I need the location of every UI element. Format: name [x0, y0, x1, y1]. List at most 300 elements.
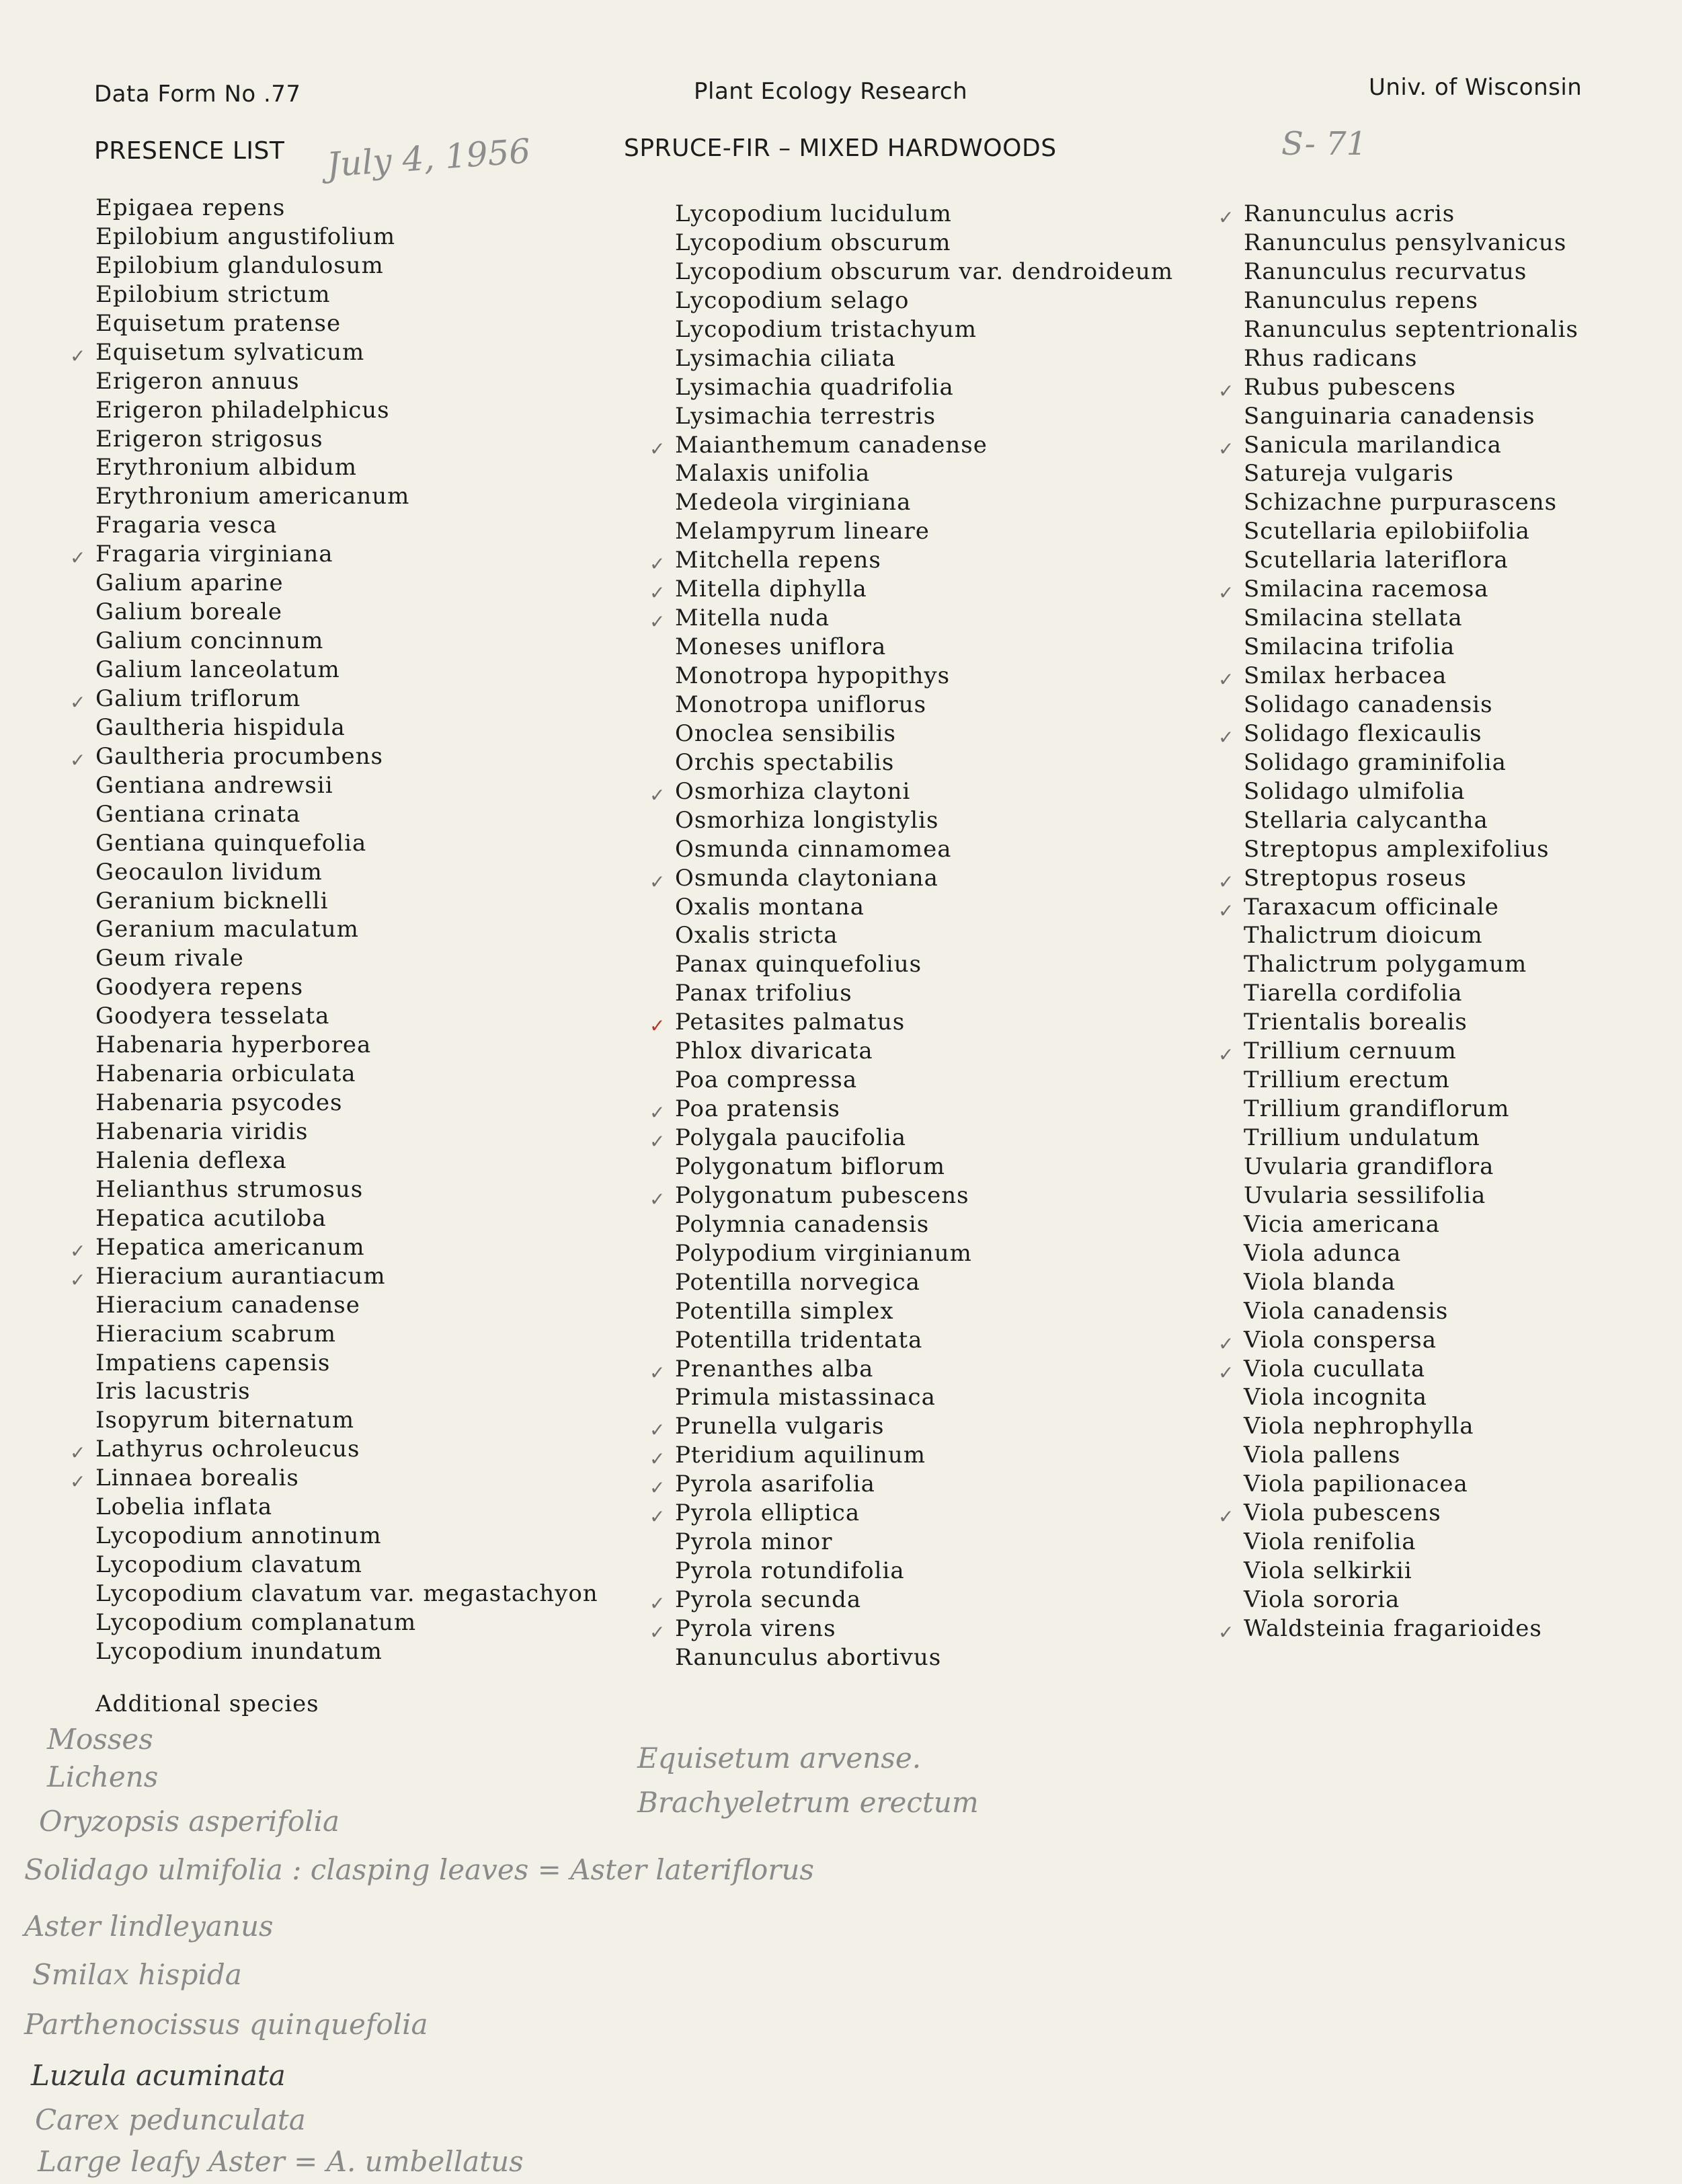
species-name: Erythronium albidum [95, 454, 357, 481]
species-name: Gentiana crinata [95, 800, 301, 828]
check-mark-icon: ✓ [1218, 379, 1235, 402]
species-item [95, 1118, 598, 1146]
species-item [1244, 633, 1578, 662]
species-name: Lycopodium selago [675, 286, 910, 314]
check-mark-icon: ✓ [1218, 437, 1235, 460]
species-name: Equisetum pratense [95, 309, 342, 337]
species-item [1218, 662, 1578, 691]
species-name: Lycopodium obscurum [675, 229, 951, 256]
species-name: Lathyrus ochroleucus [95, 1436, 360, 1463]
species-item [1244, 517, 1578, 546]
species-item [95, 858, 598, 887]
species-item [95, 1406, 598, 1435]
species-name: Onoclea sensibilis [675, 719, 896, 747]
species-name: Goodyera tesselata [95, 1003, 330, 1030]
species-item [1218, 1326, 1578, 1355]
species-item [70, 1464, 598, 1493]
check-mark-icon: ✓ [649, 1621, 666, 1643]
species-item [675, 344, 1173, 373]
species-item [1218, 719, 1578, 748]
species-item [1244, 1557, 1578, 1586]
university-name: Univ. of Wisconsin [1369, 74, 1583, 101]
species-item [675, 402, 1173, 431]
species-item [675, 1643, 1173, 1672]
presence-list-title: PRESENCE LIST [94, 137, 285, 165]
species-name: Hieracium scabrum [95, 1320, 336, 1348]
species-name: Impatiens capensis [95, 1349, 331, 1376]
species-item [1244, 748, 1578, 777]
species-name: Stellaria calycantha [1244, 806, 1488, 834]
species-name: Ranunculus pensylvanicus [1244, 229, 1567, 256]
species-name: Erythronium americanum [95, 483, 410, 510]
species-item [1244, 459, 1578, 488]
species-name: Vicia americana [1244, 1210, 1441, 1238]
species-name: Pyrola minor [675, 1528, 833, 1556]
check-mark-icon: ✓ [1218, 726, 1235, 748]
species-item [1244, 1124, 1578, 1153]
species-name: Prunella vulgaris [675, 1413, 885, 1440]
species-name: Solidago flexicaulis [1244, 719, 1482, 747]
species-item [1244, 1268, 1578, 1297]
species-name: Lysimachia ciliata [675, 344, 896, 372]
species-item [649, 1614, 1173, 1643]
species-name: Panax trifolius [675, 980, 852, 1007]
check-mark-icon: ✓ [649, 870, 666, 893]
species-name: Lycopodium clavatum var. megastachyon [95, 1580, 598, 1607]
check-mark-icon: ✓ [1218, 1621, 1235, 1643]
species-item [1244, 1008, 1578, 1037]
species-item [95, 367, 598, 396]
species-item [95, 453, 598, 482]
species-item [1218, 1355, 1578, 1384]
species-name: Pteridium aquilinum [675, 1442, 926, 1469]
check-mark-icon: ✓ [649, 1477, 666, 1499]
species-item [649, 1499, 1173, 1528]
species-name: Pyrola rotundifolia [675, 1557, 905, 1585]
check-mark-icon: ✓ [70, 1268, 87, 1291]
species-item [675, 662, 1173, 691]
check-mark-icon: ✓ [70, 344, 87, 367]
species-item [70, 685, 598, 713]
species-name: Trillium grandiflorum [1244, 1095, 1510, 1123]
handwritten-note: Brachyeletrum erectum [637, 1786, 979, 1819]
species-item [675, 1297, 1173, 1326]
species-name: Viola adunca [1244, 1239, 1402, 1267]
species-name: Waldsteinia fragarioides [1244, 1614, 1542, 1642]
species-name: Geranium maculatum [95, 916, 359, 943]
species-name: Lycopodium obscurum var. dendroideum [675, 258, 1174, 285]
handwritten-date: July 4, 1956 [325, 131, 532, 185]
handwritten-note: Carex pedunculata [35, 2103, 306, 2136]
species-item [1244, 777, 1578, 806]
species-item [1244, 1210, 1578, 1239]
species-item [649, 1355, 1173, 1384]
check-mark-icon: ✓ [1218, 1506, 1235, 1528]
species-name: Galium triflorum [95, 685, 301, 712]
species-item [649, 546, 1173, 576]
check-mark-icon: ✓ [649, 553, 666, 576]
species-item [675, 1153, 1173, 1181]
handwritten-note: Smilax hispida [32, 1958, 242, 1991]
species-name: Prenanthes alba [675, 1355, 874, 1382]
species-item [95, 280, 598, 309]
check-mark-icon: ✓ [70, 547, 87, 570]
species-name: Scutellaria epilobiifolia [1244, 518, 1530, 545]
species-item [95, 1002, 598, 1031]
species-name: Panax quinquefolius [675, 951, 922, 978]
species-name: Erigeron strigosus [95, 425, 323, 453]
check-mark-icon: ✓ [1218, 870, 1235, 893]
species-item [1244, 1181, 1578, 1210]
species-item [649, 1470, 1173, 1499]
species-item [95, 251, 598, 280]
check-mark-icon: ✓ [1218, 668, 1235, 691]
species-name: Uvularia grandiflora [1244, 1153, 1494, 1180]
species-item [1244, 546, 1578, 575]
species-item [675, 633, 1173, 662]
species-name: Potentilla norvegica [675, 1268, 920, 1296]
species-item [1244, 1528, 1578, 1557]
species-name: Monotropa hypopithys [675, 662, 951, 689]
species-item [675, 286, 1173, 315]
species-item [1218, 893, 1578, 922]
species-item [649, 777, 1173, 806]
species-item [675, 719, 1173, 748]
species-name: Lycopodium complanatum [95, 1608, 417, 1636]
species-item [649, 1412, 1173, 1442]
handwritten-note: Solidago ulmifolia : clasping leaves = Aster lateriflorus [24, 1853, 814, 1886]
species-item [1244, 258, 1578, 286]
species-name: Smilacina racemosa [1244, 576, 1489, 603]
species-name: Geocaulon lividum [95, 858, 323, 886]
species-item [95, 627, 598, 656]
check-mark-icon: ✓ [1218, 1332, 1235, 1355]
species-item [95, 1349, 598, 1378]
species-item [70, 1262, 598, 1291]
handwritten-note: Aster lindleyanus [24, 1910, 274, 1943]
species-name: Helianthus strumosus [95, 1175, 364, 1203]
check-mark-icon: ✓ [649, 1015, 666, 1038]
species-item [95, 1320, 598, 1349]
species-name: Ranunculus septentrionalis [1244, 315, 1578, 343]
check-mark-icon: ✓ [649, 582, 666, 604]
species-name: Trillium undulatum [1244, 1124, 1480, 1151]
check-mark-icon: ✓ [649, 611, 666, 633]
species-item [1244, 1470, 1578, 1499]
species-name: Fragaria virginiana [95, 541, 333, 568]
species-name: Phlox divaricata [675, 1038, 873, 1065]
species-name: Satureja vulgaris [1244, 460, 1454, 488]
species-name: Mitchella repens [675, 547, 881, 574]
species-name: Lycopodium inundatum [95, 1637, 383, 1665]
species-name: Erigeron annuus [95, 367, 300, 395]
species-name: Thalictrum dioicum [1244, 922, 1483, 949]
species-name: Trillium cernuum [1244, 1038, 1457, 1065]
species-name: Solidago graminifolia [1244, 748, 1507, 776]
species-name: Lysimachia terrestris [675, 402, 936, 430]
species-column-3 [1218, 200, 1578, 1643]
species-item [1218, 1499, 1578, 1528]
species-item [95, 1146, 598, 1175]
species-name: Sanicula marilandica [1244, 431, 1502, 459]
species-name: Rubus pubescens [1244, 373, 1456, 401]
species-name: Viola cucullata [1244, 1355, 1426, 1382]
check-mark-icon: ✓ [649, 1101, 666, 1124]
species-item [675, 806, 1173, 835]
species-item [95, 396, 598, 425]
species-name: Habenaria hyperborea [95, 1031, 372, 1059]
species-item [95, 1204, 598, 1233]
species-item [95, 569, 598, 598]
species-item [1244, 344, 1578, 373]
species-name: Hepatica acutiloba [95, 1204, 327, 1232]
check-mark-icon: ✓ [70, 691, 87, 713]
species-name: Scutellaria lateriflora [1244, 547, 1509, 574]
species-name: Viola pallens [1244, 1442, 1401, 1469]
species-item [1244, 1586, 1578, 1614]
species-item [95, 656, 598, 685]
species-item [1244, 1066, 1578, 1095]
species-item [675, 691, 1173, 719]
species-item [649, 1441, 1173, 1471]
species-item [95, 1551, 598, 1580]
species-item [649, 864, 1173, 893]
handwritten-note: Equisetum arvense. [637, 1742, 922, 1774]
species-item [1218, 431, 1578, 460]
species-item [95, 915, 598, 944]
species-item [95, 425, 598, 454]
handwritten-note: Luzula acuminata [31, 2059, 286, 2092]
species-name: Hieracium aurantiacum [95, 1262, 386, 1290]
species-item [95, 1291, 598, 1320]
species-name: Equisetum sylvaticum [95, 338, 365, 366]
species-item [1244, 1412, 1578, 1441]
species-name: Streptopus amplexifolius [1244, 835, 1550, 863]
species-name: Polygonatum pubescens [675, 1181, 969, 1209]
species-item [95, 1089, 598, 1118]
species-item [70, 1233, 598, 1262]
species-item [95, 771, 598, 800]
species-name: Viola papilionacea [1244, 1471, 1468, 1498]
species-name: Osmorhiza claytoni [675, 777, 911, 805]
species-name: Monotropa uniflorus [675, 691, 927, 718]
species-name: Galium lanceolatum [95, 656, 340, 683]
species-item [95, 1031, 598, 1060]
species-name: Melampyrum lineare [675, 518, 930, 545]
species-item [649, 1008, 1173, 1038]
species-item [1218, 200, 1578, 229]
species-item [95, 829, 598, 858]
species-name: Pyrola asarifolia [675, 1471, 875, 1498]
species-item [70, 1435, 598, 1465]
species-name: Solidago canadensis [1244, 691, 1493, 718]
species-item [675, 258, 1173, 286]
species-item [95, 1580, 598, 1608]
species-item [95, 1608, 598, 1637]
species-name: Primula mistassinaca [675, 1384, 936, 1411]
species-name: Iris lacustris [95, 1378, 251, 1405]
species-name: Osmorhiza longistylis [675, 806, 939, 834]
species-item [1244, 1383, 1578, 1412]
check-mark-icon: ✓ [70, 1442, 87, 1465]
species-column-1 [70, 194, 598, 1666]
species-name: Potentilla simplex [675, 1297, 894, 1325]
species-name: Osmunda cinnamomea [675, 835, 952, 863]
species-item [95, 1637, 598, 1666]
species-item [70, 338, 598, 367]
species-name: Tiarella cordifolia [1244, 980, 1463, 1007]
species-name: Pyrola secunda [675, 1586, 862, 1613]
species-item [1244, 921, 1578, 950]
species-item [675, 373, 1173, 402]
species-name: Osmunda claytoniana [675, 864, 938, 892]
species-name: Ranunculus recurvatus [1244, 258, 1527, 285]
species-name: Lycopodium lucidulum [675, 200, 952, 227]
species-item [95, 511, 598, 540]
species-name: Trientalis borealis [1244, 1009, 1468, 1036]
species-name: Linnaea borealis [95, 1465, 299, 1492]
species-name: Medeola virginiana [675, 489, 912, 516]
species-item [675, 200, 1173, 229]
species-item [675, 1210, 1173, 1239]
species-name: Poa pratensis [675, 1095, 840, 1123]
check-mark-icon: ✓ [1218, 899, 1235, 922]
check-mark-icon: ✓ [70, 1239, 87, 1262]
species-item [1218, 373, 1578, 402]
form-number: Data Form No .77 [94, 81, 301, 108]
species-name: Lycopodium tristachyum [675, 315, 977, 343]
species-name: Geranium bicknelli [95, 887, 329, 914]
species-item [649, 604, 1173, 633]
species-name: Thalictrum polygamum [1244, 951, 1527, 978]
species-name: Epilobium glandulosum [95, 251, 384, 279]
species-name: Mitella nuda [675, 604, 830, 632]
species-name: Lobelia inflata [95, 1493, 273, 1521]
species-item [95, 598, 598, 627]
species-name: Goodyera repens [95, 974, 304, 1001]
species-item [649, 575, 1173, 604]
species-item [1244, 1153, 1578, 1181]
species-name: Mitella diphylla [675, 576, 867, 603]
species-name: Ranunculus acris [1244, 200, 1455, 227]
species-name: Trillium erectum [1244, 1066, 1450, 1094]
species-name: Lycopodium clavatum [95, 1551, 362, 1579]
species-name: Viola incognita [1244, 1384, 1428, 1411]
check-mark-icon: ✓ [1218, 1361, 1235, 1384]
species-name: Habenaria orbiculata [95, 1060, 356, 1088]
species-item [95, 309, 598, 338]
species-item [1244, 315, 1578, 344]
species-name: Geum rivale [95, 945, 244, 972]
species-name: Smilacina stellata [1244, 604, 1463, 632]
species-name: Hepatica americanum [95, 1233, 365, 1261]
check-mark-icon: ✓ [70, 1471, 87, 1493]
species-item [649, 1586, 1173, 1614]
species-name: Lysimachia quadrifolia [675, 373, 954, 401]
species-item [1244, 1095, 1578, 1124]
species-item [675, 921, 1173, 950]
species-name: Solidago ulmifolia [1244, 777, 1466, 805]
community-title: SPRUCE-FIR – MIXED HARDWOODS [624, 134, 1057, 162]
species-item [675, 893, 1173, 922]
check-mark-icon: ✓ [649, 1448, 666, 1471]
species-name: Taraxacum officinale [1244, 893, 1499, 921]
species-name: Streptopus roseus [1244, 864, 1467, 892]
handwritten-site-number: S- 71 [1281, 125, 1367, 163]
species-name: Habenaria psycodes [95, 1089, 343, 1117]
check-mark-icon: ✓ [649, 437, 666, 460]
species-item [675, 315, 1173, 344]
species-name: Viola nephrophylla [1244, 1413, 1474, 1440]
species-item [1244, 1297, 1578, 1326]
species-item [675, 1528, 1173, 1557]
species-name: Polygala paucifolia [675, 1124, 906, 1151]
species-name: Sanguinaria canadensis [1244, 402, 1535, 430]
check-mark-icon: ✓ [649, 1130, 666, 1153]
species-item [95, 973, 598, 1002]
species-item [1244, 229, 1578, 258]
species-item [1244, 286, 1578, 315]
handwritten-note: Oryzopsis asperifolia [39, 1805, 340, 1838]
species-name: Pyrola elliptica [675, 1499, 860, 1527]
species-item [70, 540, 598, 570]
check-mark-icon: ✓ [649, 1361, 666, 1384]
species-item [1244, 402, 1578, 431]
species-item [1244, 806, 1578, 835]
species-name: Moneses uniflora [675, 633, 887, 661]
species-name: Uvularia sessilifolia [1244, 1181, 1486, 1209]
species-name: Habenaria viridis [95, 1118, 309, 1145]
species-item [675, 229, 1173, 258]
species-name: Rhus radicans [1244, 344, 1418, 372]
species-name: Polymnia canadensis [675, 1210, 930, 1238]
species-name: Epigaea repens [95, 194, 286, 221]
organization-title: Plant Ecology Research [694, 78, 968, 105]
species-name: Epilobium angustifolium [95, 223, 396, 250]
species-item [1244, 979, 1578, 1008]
species-name: Potentilla tridentata [675, 1326, 923, 1354]
species-name: Viola pubescens [1244, 1499, 1441, 1527]
handwritten-note: Lichens [47, 1760, 159, 1793]
species-name: Poa compressa [675, 1066, 858, 1094]
species-name: Erigeron philadelphicus [95, 396, 390, 424]
additional-species-label: Additional species [95, 1690, 319, 1717]
species-item [649, 1095, 1173, 1124]
species-item [675, 748, 1173, 777]
species-name: Smilacina trifolia [1244, 633, 1455, 661]
species-item [1218, 864, 1578, 893]
check-mark-icon: ✓ [649, 783, 666, 806]
species-item [675, 1268, 1173, 1297]
species-item [675, 459, 1173, 488]
species-name: Orchis spectabilis [675, 748, 895, 776]
species-item [95, 1175, 598, 1204]
species-item [675, 1066, 1173, 1095]
species-name: Viola renifolia [1244, 1528, 1416, 1556]
species-name: Hieracium canadense [95, 1291, 360, 1319]
species-item [649, 431, 1173, 460]
handwritten-note: Mosses [47, 1723, 153, 1756]
species-name: Oxalis montana [675, 893, 865, 921]
species-name: Fragaria vesca [95, 512, 278, 539]
species-name: Polypodium virginianum [675, 1239, 972, 1267]
species-name: Pyrola virens [675, 1614, 836, 1642]
species-item [1244, 835, 1578, 864]
species-item [95, 1493, 598, 1522]
check-mark-icon: ✓ [70, 748, 87, 771]
species-column-2 [649, 200, 1174, 1672]
species-name: Schizachne purpurascens [1244, 489, 1558, 516]
